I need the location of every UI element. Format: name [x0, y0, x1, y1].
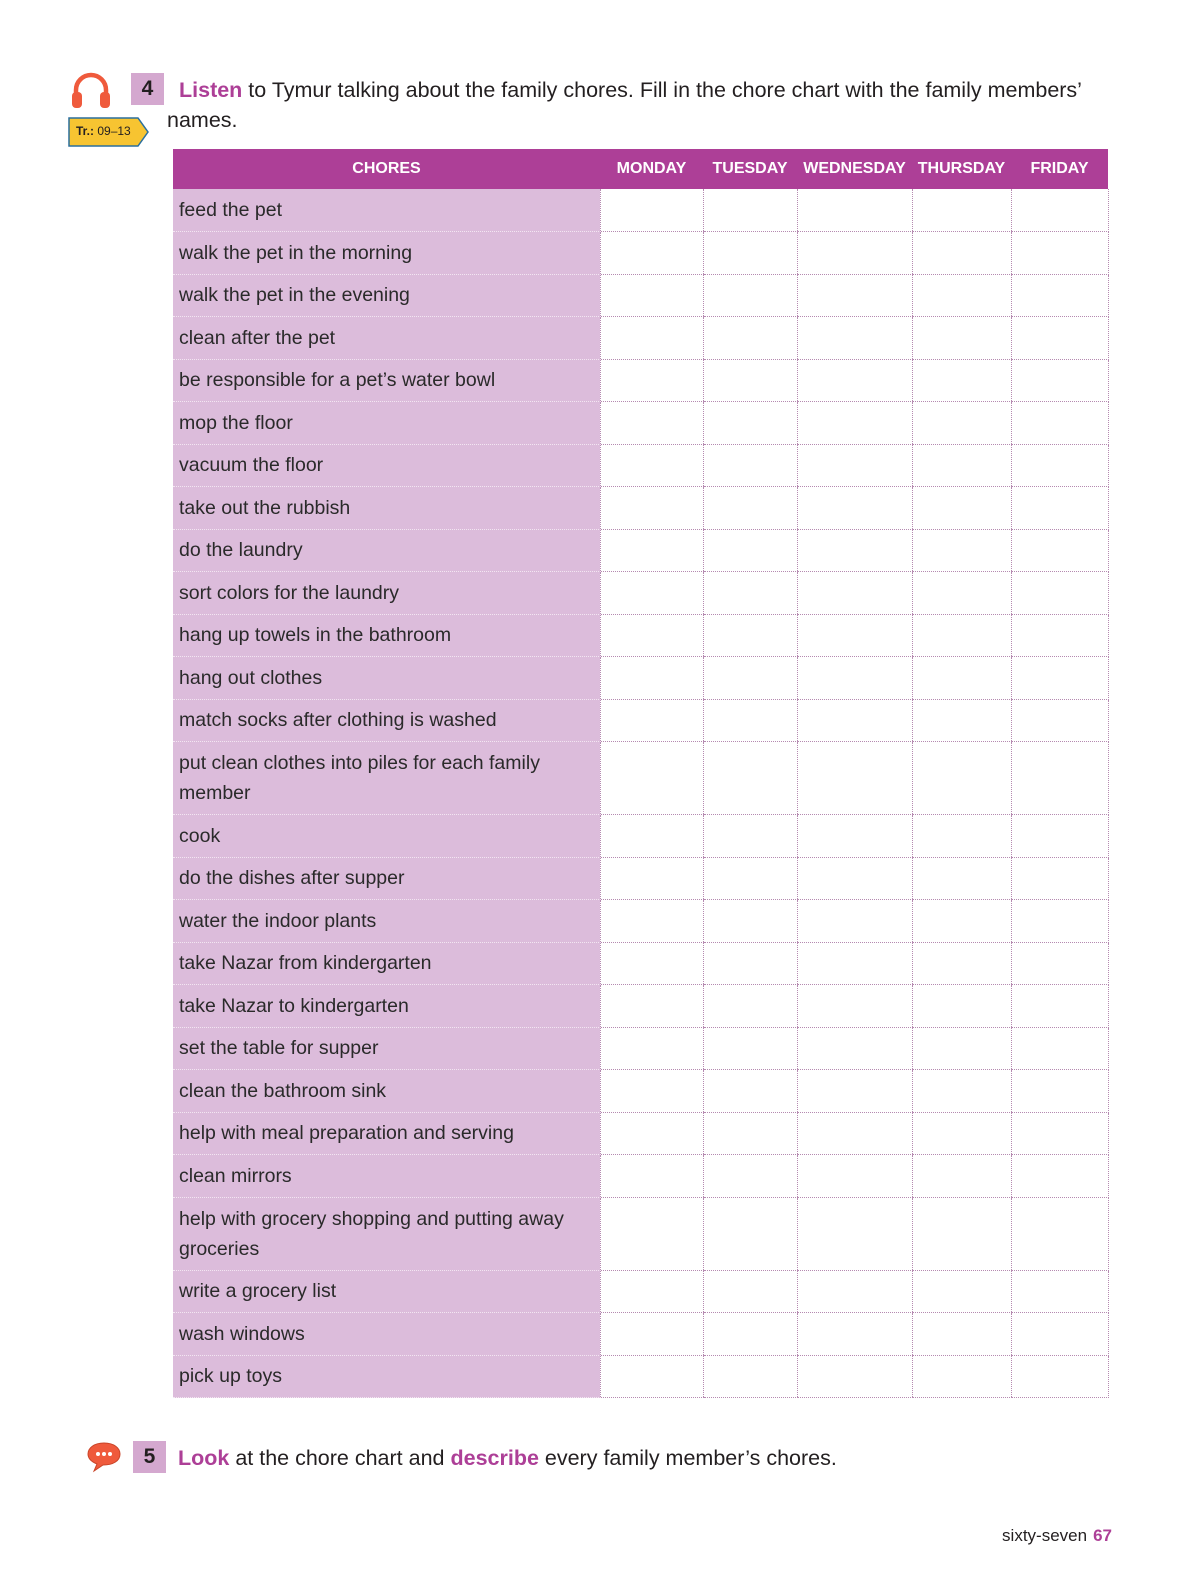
answer-cell-thursday[interactable] [912, 487, 1011, 530]
answer-cell-wednesday[interactable] [797, 487, 912, 530]
answer-cell-friday[interactable] [1011, 657, 1108, 700]
answer-cell-tuesday[interactable] [703, 985, 797, 1028]
chore-row [173, 317, 1108, 360]
answer-cell-wednesday[interactable] [797, 985, 912, 1028]
answer-cell-tuesday[interactable] [703, 1155, 797, 1198]
answer-cell-monday[interactable] [600, 657, 703, 700]
chore-row [173, 1027, 1108, 1070]
page-word: sixty-seven [1002, 1526, 1088, 1545]
chore-row [173, 1155, 1108, 1198]
answer-cell-tuesday[interactable] [703, 1070, 797, 1113]
chore-row [173, 857, 1108, 900]
answer-cell-tuesday[interactable] [703, 359, 797, 402]
answer-cell-friday[interactable] [1011, 232, 1108, 275]
answer-cell-thursday[interactable] [912, 232, 1011, 275]
speech-bubble-icon [86, 1441, 122, 1473]
answer-cell-tuesday[interactable] [703, 572, 797, 615]
chore-row [173, 985, 1108, 1028]
chore-label: write a grocery list [173, 1270, 600, 1313]
answer-cell-wednesday[interactable] [797, 274, 912, 317]
answer-cell-friday[interactable] [1011, 1270, 1108, 1313]
chore-row [173, 1112, 1108, 1155]
chore-row [173, 815, 1108, 858]
answer-cell-tuesday[interactable] [703, 1197, 797, 1270]
answer-cell-thursday[interactable] [912, 529, 1011, 572]
chore-row [173, 402, 1108, 445]
answer-cell-friday[interactable] [1011, 857, 1108, 900]
answer-cell-thursday[interactable] [912, 900, 1011, 943]
answer-cell-tuesday[interactable] [703, 1112, 797, 1155]
answer-cell-thursday[interactable] [912, 614, 1011, 657]
answer-cell-tuesday[interactable] [703, 857, 797, 900]
answer-cell-friday[interactable] [1011, 189, 1108, 232]
answer-cell-monday[interactable] [600, 189, 703, 232]
answer-cell-friday[interactable] [1011, 529, 1108, 572]
answer-cell-wednesday[interactable] [797, 1155, 912, 1198]
answer-cell-monday[interactable] [600, 815, 703, 858]
chore-label: clean the bathroom sink [173, 1070, 600, 1113]
chore-row [173, 742, 1108, 815]
answer-cell-thursday[interactable] [912, 1027, 1011, 1070]
answer-cell-thursday[interactable] [912, 359, 1011, 402]
track-tag [68, 117, 150, 147]
answer-cell-thursday[interactable] [912, 699, 1011, 742]
chore-label: help with grocery shopping and putting away groceries [173, 1197, 600, 1270]
answer-cell-friday[interactable] [1011, 444, 1108, 487]
answer-cell-thursday[interactable] [912, 1112, 1011, 1155]
answer-cell-tuesday[interactable] [703, 1027, 797, 1070]
chore-label: feed the pet [173, 189, 600, 232]
answer-cell-thursday[interactable] [912, 1313, 1011, 1356]
answer-cell-monday[interactable] [600, 1027, 703, 1070]
answer-cell-thursday[interactable] [912, 815, 1011, 858]
chore-row [173, 232, 1108, 275]
answer-cell-monday[interactable] [600, 985, 703, 1028]
answer-cell-thursday[interactable] [912, 1270, 1011, 1313]
chore-label: take Nazar from kindergarten [173, 942, 600, 985]
answer-cell-wednesday[interactable] [797, 699, 912, 742]
answer-cell-wednesday[interactable] [797, 942, 912, 985]
answer-cell-wednesday[interactable] [797, 529, 912, 572]
answer-cell-monday[interactable] [600, 1070, 703, 1113]
chore-label: wash windows [173, 1313, 600, 1356]
answer-cell-friday[interactable] [1011, 572, 1108, 615]
answer-cell-monday[interactable] [600, 1313, 703, 1356]
chore-row [173, 274, 1108, 317]
answer-cell-monday[interactable] [600, 444, 703, 487]
answer-cell-monday[interactable] [600, 1197, 703, 1270]
answer-cell-wednesday[interactable] [797, 815, 912, 858]
answer-cell-friday[interactable] [1011, 402, 1108, 445]
answer-cell-tuesday[interactable] [703, 274, 797, 317]
header-thursday: THURSDAY [912, 149, 1011, 189]
answer-cell-tuesday[interactable] [703, 942, 797, 985]
answer-cell-wednesday[interactable] [797, 1070, 912, 1113]
answer-cell-thursday[interactable] [912, 444, 1011, 487]
answer-cell-tuesday[interactable] [703, 1313, 797, 1356]
answer-cell-monday[interactable] [600, 742, 703, 815]
answer-cell-wednesday[interactable] [797, 742, 912, 815]
answer-cell-thursday[interactable] [912, 985, 1011, 1028]
answer-cell-thursday[interactable] [912, 402, 1011, 445]
track-prefix: Tr.: [76, 124, 95, 138]
answer-cell-friday[interactable] [1011, 1112, 1108, 1155]
answer-cell-tuesday[interactable] [703, 317, 797, 360]
answer-cell-monday[interactable] [600, 317, 703, 360]
answer-cell-wednesday[interactable] [797, 900, 912, 943]
chore-row [173, 359, 1108, 402]
answer-cell-thursday[interactable] [912, 189, 1011, 232]
chore-label: help with meal preparation and serving [173, 1112, 600, 1155]
chore-label: be responsible for a pet’s water bowl [173, 359, 600, 402]
chart-header-row [173, 149, 1108, 189]
answer-cell-tuesday[interactable] [703, 815, 797, 858]
answer-cell-wednesday[interactable] [797, 614, 912, 657]
chore-label: do the dishes after supper [173, 857, 600, 900]
answer-cell-wednesday[interactable] [797, 1355, 912, 1398]
answer-cell-monday[interactable] [600, 402, 703, 445]
answer-cell-friday[interactable] [1011, 359, 1108, 402]
answer-cell-friday[interactable] [1011, 274, 1108, 317]
answer-cell-wednesday[interactable] [797, 1027, 912, 1070]
chore-label: hang up towels in the bathroom [173, 614, 600, 657]
chore-label: take Nazar to kindergarten [173, 985, 600, 1028]
answer-cell-tuesday[interactable] [703, 189, 797, 232]
chore-label: water the indoor plants [173, 900, 600, 943]
chore-row [173, 900, 1108, 943]
answer-cell-wednesday[interactable] [797, 317, 912, 360]
chore-label: clean mirrors [173, 1155, 600, 1198]
answer-cell-thursday[interactable] [912, 317, 1011, 360]
answer-cell-thursday[interactable] [912, 274, 1011, 317]
answer-cell-friday[interactable] [1011, 1155, 1108, 1198]
task-5-text-1: at the chore chart and [229, 1446, 451, 1470]
header-monday: MONDAY [600, 149, 703, 189]
answer-cell-monday[interactable] [600, 942, 703, 985]
chore-label: set the table for supper [173, 1027, 600, 1070]
chore-label: clean after the pet [173, 317, 600, 360]
answer-cell-monday[interactable] [600, 529, 703, 572]
chore-row [173, 1355, 1108, 1398]
answer-cell-tuesday[interactable] [703, 699, 797, 742]
header-friday: FRIDAY [1011, 149, 1108, 189]
task-number-4: 4 [131, 73, 164, 105]
answer-cell-tuesday[interactable] [703, 900, 797, 943]
header-chores: CHORES [173, 149, 600, 189]
answer-cell-thursday[interactable] [912, 742, 1011, 815]
answer-cell-wednesday[interactable] [797, 232, 912, 275]
answer-cell-thursday[interactable] [912, 1155, 1011, 1198]
chore-label: do the laundry [173, 529, 600, 572]
task-4-instruction [167, 75, 1087, 135]
chore-label: walk the pet in the evening [173, 274, 600, 317]
answer-cell-friday[interactable] [1011, 614, 1108, 657]
chore-label: vacuum the floor [173, 444, 600, 487]
answer-cell-tuesday[interactable] [703, 232, 797, 275]
answer-cell-monday[interactable] [600, 1112, 703, 1155]
answer-cell-monday[interactable] [600, 572, 703, 615]
task-5-text-2: every family member’s chores. [538, 1446, 837, 1470]
chore-row [173, 614, 1108, 657]
answer-cell-friday[interactable] [1011, 699, 1108, 742]
chore-row [173, 444, 1108, 487]
answer-cell-friday[interactable] [1011, 742, 1108, 815]
answer-cell-thursday[interactable] [912, 572, 1011, 615]
header-tuesday: TUESDAY [703, 149, 797, 189]
answer-cell-friday[interactable] [1011, 1355, 1108, 1398]
task-5-keyword-look: Look [178, 1446, 230, 1470]
task-number-5: 5 [133, 1441, 166, 1473]
answer-cell-tuesday[interactable] [703, 444, 797, 487]
answer-cell-tuesday[interactable] [703, 529, 797, 572]
page-footer [1002, 1526, 1112, 1546]
page-number: 67 [1093, 1526, 1112, 1545]
answer-cell-monday[interactable] [600, 274, 703, 317]
answer-cell-monday[interactable] [600, 900, 703, 943]
answer-cell-wednesday[interactable] [797, 1270, 912, 1313]
chore-row [173, 572, 1108, 615]
answer-cell-friday[interactable] [1011, 1313, 1108, 1356]
answer-cell-friday[interactable] [1011, 1070, 1108, 1113]
chore-label: mop the floor [173, 402, 600, 445]
answer-cell-tuesday[interactable] [703, 402, 797, 445]
task-4-keyword: Listen [179, 78, 243, 102]
chore-label: hang out clothes [173, 657, 600, 700]
answer-cell-tuesday[interactable] [703, 742, 797, 815]
answer-cell-tuesday[interactable] [703, 1355, 797, 1398]
answer-cell-thursday[interactable] [912, 1197, 1011, 1270]
answer-cell-wednesday[interactable] [797, 189, 912, 232]
answer-cell-thursday[interactable] [912, 657, 1011, 700]
answer-cell-monday[interactable] [600, 359, 703, 402]
track-range: 09–13 [97, 124, 131, 138]
answer-cell-friday[interactable] [1011, 487, 1108, 530]
answer-cell-friday[interactable] [1011, 942, 1108, 985]
answer-cell-tuesday[interactable] [703, 1270, 797, 1313]
chore-row [173, 657, 1108, 700]
task-4-text: to Tymur talking about the family chores. Fill in the chore chart with the family members’ names. [167, 78, 1082, 132]
task-5-instruction [178, 1443, 1078, 1473]
chore-label: take out the rubbish [173, 487, 600, 530]
chore-row [173, 529, 1108, 572]
chore-row [173, 942, 1108, 985]
header-wednesday: WEDNESDAY [797, 149, 912, 189]
chore-row [173, 189, 1108, 232]
chore-row [173, 1197, 1108, 1270]
chore-label: sort colors for the laundry [173, 572, 600, 615]
answer-cell-wednesday[interactable] [797, 402, 912, 445]
chore-label: pick up toys [173, 1355, 600, 1398]
answer-cell-thursday[interactable] [912, 942, 1011, 985]
task-5-keyword-describe: describe [450, 1446, 539, 1470]
answer-cell-wednesday[interactable] [797, 857, 912, 900]
answer-cell-monday[interactable] [600, 232, 703, 275]
answer-cell-monday[interactable] [600, 614, 703, 657]
answer-cell-monday[interactable] [600, 699, 703, 742]
headphones-icon [70, 70, 112, 110]
answer-cell-tuesday[interactable] [703, 614, 797, 657]
answer-cell-wednesday[interactable] [797, 1313, 912, 1356]
answer-cell-monday[interactable] [600, 1270, 703, 1313]
answer-cell-friday[interactable] [1011, 900, 1108, 943]
answer-cell-wednesday[interactable] [797, 444, 912, 487]
chore-label: put clean clothes into piles for each family member [173, 742, 600, 815]
answer-cell-thursday[interactable] [912, 1070, 1011, 1113]
answer-cell-friday[interactable] [1011, 1027, 1108, 1070]
answer-cell-monday[interactable] [600, 487, 703, 530]
answer-cell-monday[interactable] [600, 857, 703, 900]
answer-cell-monday[interactable] [600, 1155, 703, 1198]
chore-label: match socks after clothing is washed [173, 699, 600, 742]
answer-cell-wednesday[interactable] [797, 572, 912, 615]
answer-cell-friday[interactable] [1011, 985, 1108, 1028]
answer-cell-monday[interactable] [600, 1355, 703, 1398]
chore-chart [173, 149, 1109, 1398]
answer-cell-friday[interactable] [1011, 1197, 1108, 1270]
chore-row [173, 487, 1108, 530]
chore-label: walk the pet in the morning [173, 232, 600, 275]
chore-row [173, 1070, 1108, 1113]
chore-row [173, 1270, 1108, 1313]
answer-cell-thursday[interactable] [912, 1355, 1011, 1398]
answer-cell-thursday[interactable] [912, 857, 1011, 900]
chore-label: cook [173, 815, 600, 858]
answer-cell-tuesday[interactable] [703, 487, 797, 530]
chore-row [173, 1313, 1108, 1356]
answer-cell-friday[interactable] [1011, 815, 1108, 858]
answer-cell-friday[interactable] [1011, 317, 1108, 360]
answer-cell-wednesday[interactable] [797, 359, 912, 402]
answer-cell-wednesday[interactable] [797, 1197, 912, 1270]
chore-row [173, 699, 1108, 742]
answer-cell-tuesday[interactable] [703, 657, 797, 700]
answer-cell-wednesday[interactable] [797, 657, 912, 700]
answer-cell-wednesday[interactable] [797, 1112, 912, 1155]
